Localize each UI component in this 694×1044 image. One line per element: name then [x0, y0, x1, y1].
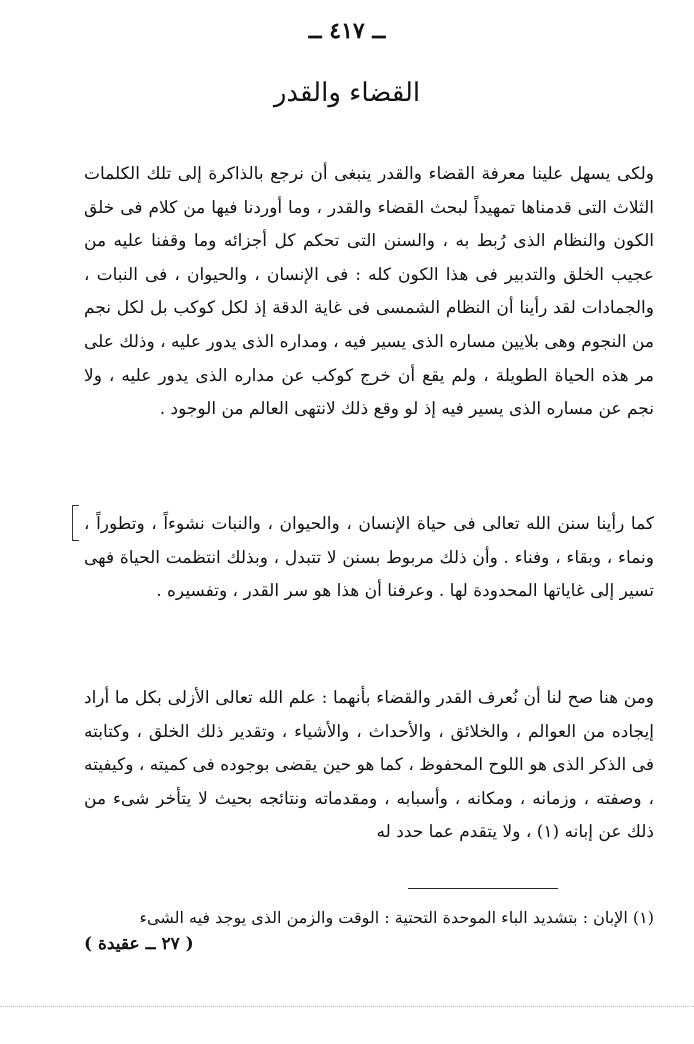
- paragraph-1: [84, 158, 654, 427]
- paragraph-text: ومن هنا صح لنا أن نُعرف القدر والقضاء بأنهما : علم الله تعالى الأزلى بكل ما أراد إيجاده من العوالم ، والخلائق ، والأحداث ، والأشياء ، وتقدير ذلك الخلق ، وكتابته فى الذكر الذى هو اللوح المحفوظ ، كما هو حين يقضى بوجوده فى كميته ، وكيفيته ، وصفته ، وزمانه ، ومكانه ، وأسبابه ، ومقدماته ونتائجه بحيث لا يتأخر شىء من ذلك عن إبانه (١) ، ولا يتقدم عما حدد له: [84, 688, 654, 843]
- paragraph-3: [84, 682, 654, 850]
- paragraph-text: ولكى يسهل علينا معرفة القضاء والقدر ينبغى أن نرجع بالذاكرة إلى تلك الكلمات الثلاث التى قدمناها تمهيداً لبحث القضاء والقدر ، وما أوردنا فيها من كلام فى خلق الكون والنظام الذى رُبط به ، والسنن التى تحكم كل أجزائه وما وقفنا عليه من عجيب الخلق والتدبير فى هذا الكون كله : فى الإنسان ، والحيوان ، فى النبات ، والجمادات لقد رأينا أن النظام الشمسى فى غاية الدقة إذ لكل كوكب بل لكل نجم من النجوم وهى بلايين مساره الذى يسير فيه ، ومداره الذى يدور عليه ، وذلك على مر هذه الحياة الطويلة ، ولم يقع أن خرج كوكب عن مداره الذى يدور عليه ، ولا نجم عن مساره الذى يسير فيه إذ لو وقع ذلك لانتهى العالم من الوجود .: [84, 164, 654, 420]
- footnote-divider: [408, 888, 558, 889]
- margin-bracket-mark: [72, 505, 79, 541]
- signature-marker: ( ٢٧ ــ عقيدة ): [84, 934, 194, 954]
- paragraph-2: [84, 508, 654, 609]
- page-bottom-edge: [0, 1006, 694, 1007]
- footnote: (١) الإبان : بتشديد الباء الموحدة التحتية : الوقت والزمن الذى يوجد فيه الشىء: [139, 908, 654, 927]
- chapter-title: القضاء والقدر: [273, 78, 421, 108]
- page-number: ــ ٤١٧ ــ: [308, 18, 386, 44]
- paragraph-text: كما رأينا سنن الله تعالى فى حياة الإنسان ، والحيوان ، والنبات نشوءاً ، وتطوراً ، ونماء ، وبقاء ، وفناء . وأن ذلك مربوط بسنن لا تتبدل ، وبذلك انتظمت الحياة فهى تسير إلى غاياتها المحدودة لها . وعرفنا أن هذا هو سر القدر ، وتفسيره .: [84, 514, 654, 602]
